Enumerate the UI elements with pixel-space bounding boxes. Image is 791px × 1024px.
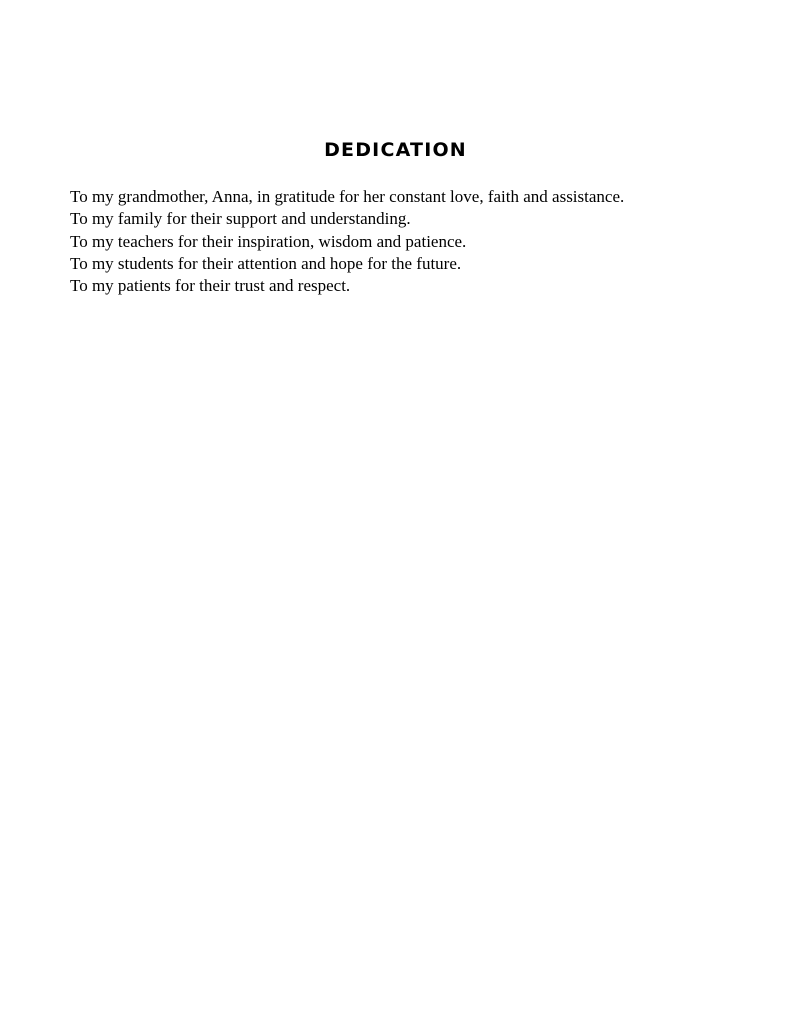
page-title: DEDICATION [324,139,467,161]
dedication-line: To my students for their attention and hope for the future. [70,253,462,273]
dedication-line: To my family for their support and understanding. [70,209,411,229]
dedication-line: To my patients for their trust and respect. [70,276,351,296]
dedication-line: To my grandmother, Anna, in gratitude for her constant love, faith and assistance. [70,187,625,206]
dedication-line: To my teachers for their inspiration, wisdom and patience. [70,231,467,251]
dedication-list [70,186,750,297]
